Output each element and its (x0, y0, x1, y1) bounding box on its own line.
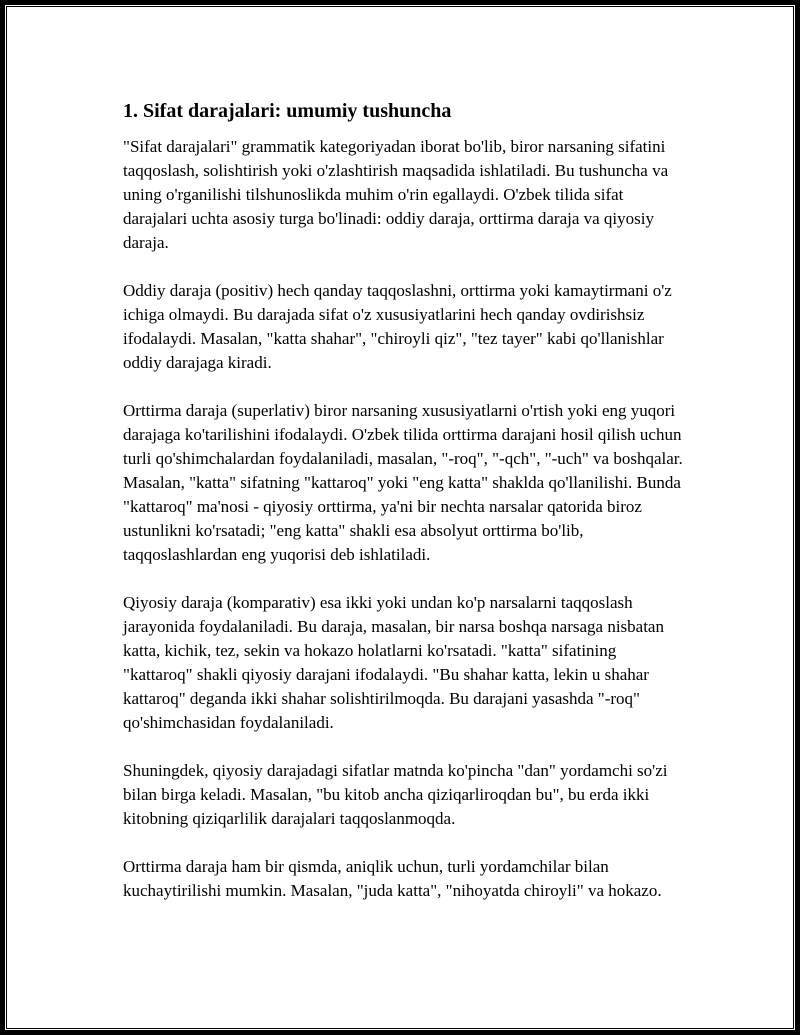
document-body (123, 97, 685, 927)
paragraph-intro: "Sifat darajalari" grammatik kategoriyadan iborat bo'lib, biror narsaning sifatini taqqoslash, solishtirish yoki o'zlashtirish maqsadida ishlatiladi. Bu tushuncha va uning o'rganilishi tilshunoslikda muhim o'rin egallaydi. O'zbek tilida sifat darajalari uchta asosiy turga bo'linadi: oddiy daraja, orttirma daraja va qiyosiy daraja. (123, 137, 669, 252)
paragraph-oddiy-daraja: Oddiy daraja (positiv) hech qanday taqqoslashni, orttirma yoki kamaytirmani o'z ichiga olmaydi. Bu darajada sifat o'z xususiyatlarini hech qanday ovdirishsiz ifodalaydi. Masalan, "katta shahar", "chiroyli qiz", "tez tayer" kabi qo'llanishlar oddiy darajaga kiradi. (123, 281, 672, 372)
paragraph-orttirma-daraja: Orttirma daraja (superlativ) biror narsaning xususiyatlarni o'rtish yoki eng yuqori darajaga ko'tarilishini ifodalaydi. O'zbek tilida orttirma darajani hosil qilish uchun turli qo'shimchalardan foydalaniladi, masalan, "-roq", "-qch", "-uch" va boshqalar. Masalan, "katta" sifatning "kattaroq" yoki "eng katta" shaklda qo'llanilishi. Bunda "kattaroq" ma'nosi - qiyosiy orttirma, ya'ni bir nechta narsalar qatorida biroz ustunlikni ko'rsatadi; "eng katta" shakli esa absolyut orttirma bo'lib, taqqoslashlardan eng yuqorisi deb ishlatiladi. (123, 401, 683, 564)
paragraph-qiyosiy-daraja: Qiyosiy daraja (komparativ) esa ikki yoki undan ko'p narsalarni taqqoslash jarayonida foydalaniladi. Bu daraja, masalan, bir narsa boshqa narsaga nisbatan katta, kichik, tez, sekin va hokazo holatlarni ko'rsatadi. "katta" sifatining "kattaroq" shakli qiyosiy darajani ifodalaydi. "Bu shahar katta, lekin u shahar kattaroq" deganda ikki shahar solishtirilmoqda. Bu darajani yasashda "-roq" qo'shimchasidan foydalaniladi. (123, 593, 664, 732)
paragraph-dan-yordamchi: Shuningdek, qiyosiy darajadagi sifatlar matnda ko'pincha "dan" yordamchi so'zi bilan birga keladi. Masalan, "bu kitob ancha qiziqarliroqdan bu", bu erda ikki kitobning qiziqarlilik darajalari taqqoslanmoqda. (123, 761, 668, 828)
section-title: 1. Sifat darajalari: umumiy tushuncha (123, 100, 452, 122)
paragraph-kuchaytirish: Orttirma daraja ham bir qismda, aniqlik uchun, turli yordamchilar bilan kuchaytirilishi mumkin. Masalan, "juda katta", "nihoyatda chiroyli" va hokazo. (123, 857, 662, 900)
